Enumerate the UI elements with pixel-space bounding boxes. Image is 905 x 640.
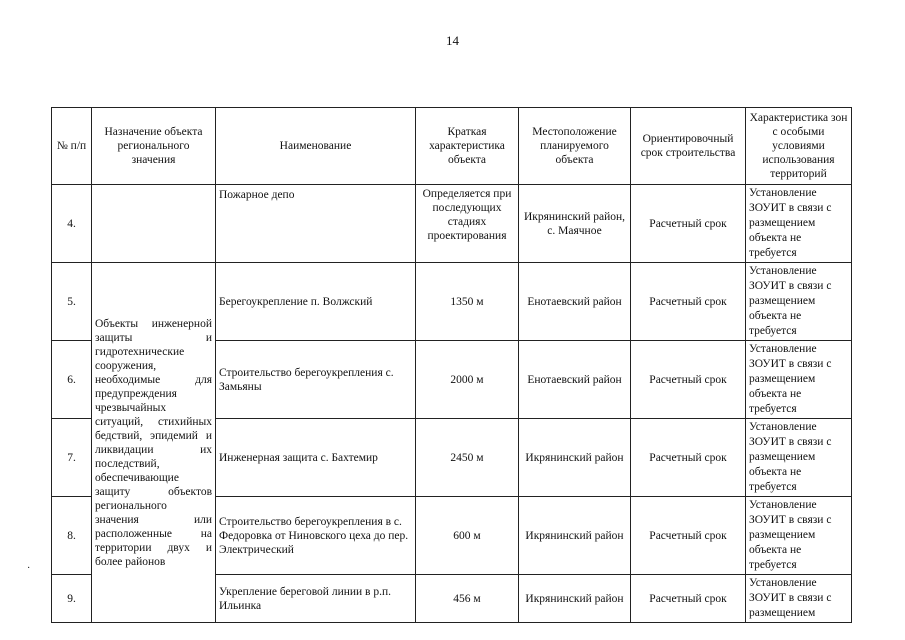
row-name: Строительство берегоукрепления в с. Федоровка от Ниновского цеха до пер. Электрический: [216, 497, 416, 575]
table-row: [52, 263, 852, 341]
row-num: 6.: [52, 341, 92, 419]
row-term: Расчетный срок: [631, 341, 746, 419]
scan-speck: ·: [27, 563, 31, 574]
row-name: Пожарное депо: [216, 185, 416, 263]
row-location: Икрянинский район: [519, 575, 631, 623]
row-name: Берегоукрепление п. Волжский: [216, 263, 416, 341]
row-zones: Установление ЗОУИТ в связи с размещением объекта не требуется: [746, 497, 852, 575]
row-location: Икрянинский район, с. Маячное: [519, 185, 631, 263]
row-term: Расчетный срок: [631, 497, 746, 575]
row-num: 8.: [52, 497, 92, 575]
header-characteristic: Краткая характеристика объекта: [416, 108, 519, 185]
row-zones: Установление ЗОУИТ в связи с размещением: [746, 575, 852, 623]
row-location: Енотаевский район: [519, 341, 631, 419]
row-term: Расчетный срок: [631, 575, 746, 623]
header-term: Ориентировочный срок строительства: [631, 108, 746, 185]
row-characteristic: 1350 м: [416, 263, 519, 341]
row-zones: Установление ЗОУИТ в связи с размещением объекта не требуется: [746, 185, 852, 263]
header-name: Наименование: [216, 108, 416, 185]
row-name: Укрепление береговой линии в р.п. Ильинка: [216, 575, 416, 623]
header-location: Местоположение планируемого объекта: [519, 108, 631, 185]
row-location: Енотаевский район: [519, 263, 631, 341]
row-term: Расчетный срок: [631, 185, 746, 263]
header-zones: Характеристика зон с особыми условиями использования территорий: [746, 108, 852, 185]
row-name: Строительство берегоукрепления с. Замьяны: [216, 341, 416, 419]
row-characteristic: 456 м: [416, 575, 519, 623]
row-term: Расчетный срок: [631, 263, 746, 341]
row-num: 9.: [52, 575, 92, 623]
row-num: 4.: [52, 185, 92, 263]
page-number: 14: [446, 33, 459, 48]
row-zones: Установление ЗОУИТ в связи с размещением объекта не требуется: [746, 419, 852, 497]
table-header-row: [52, 108, 852, 185]
row-characteristic: 600 м: [416, 497, 519, 575]
row-zones: Установление ЗОУИТ в связи с размещением объекта не требуется: [746, 341, 852, 419]
row-name: Инженерная защита с. Бахтемир: [216, 419, 416, 497]
row-term: Расчетный срок: [631, 419, 746, 497]
row-characteristic: Определяется при последующих стадиях проектирования: [416, 185, 519, 263]
row-location: Икрянинский район: [519, 419, 631, 497]
row-num: 5.: [52, 263, 92, 341]
row-zones: Установление ЗОУИТ в связи с размещением объекта не требуется: [746, 263, 852, 341]
purpose-group-cell: Объекты инженерной защиты и гидротехнические сооружения, необходимые для предупреждения чрезвычайных ситуаций, стихийных бедствий, эпидемий и ликвидации их последствий, обеспечивающие защиту объектов регионального значения или расположенные на территории двух и более районов: [92, 263, 216, 623]
header-purpose: Назначение объекта регионального значения: [92, 108, 216, 185]
row-characteristic: 2000 м: [416, 341, 519, 419]
header-num: № п/п: [52, 108, 92, 185]
row-num: 7.: [52, 419, 92, 497]
table-row: [52, 185, 852, 263]
objects-table: [51, 107, 852, 623]
row-location: Икрянинский район: [519, 497, 631, 575]
row-purpose-empty: [92, 185, 216, 263]
row-characteristic: 2450 м: [416, 419, 519, 497]
